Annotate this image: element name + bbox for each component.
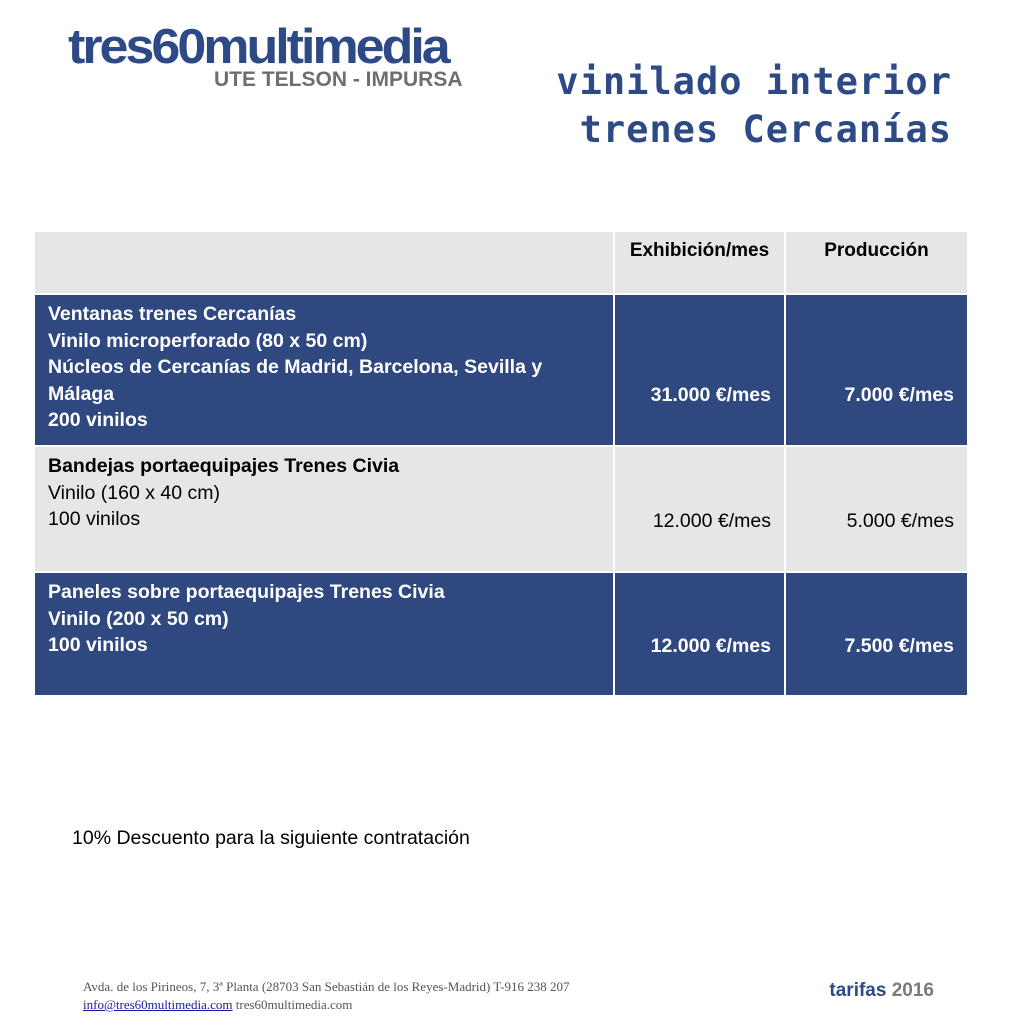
logo-subtitle: UTE TELSON - IMPURSA bbox=[214, 68, 463, 91]
description-line: Vinilo microperforado (80 x 50 cm) bbox=[48, 329, 368, 352]
table-row bbox=[35, 295, 967, 447]
tarifas-label bbox=[829, 980, 934, 1002]
produccion-price: 5.000 €/mes bbox=[786, 447, 967, 573]
produccion-price: 7.000 €/mes bbox=[786, 295, 967, 447]
table-header-row bbox=[35, 232, 967, 295]
title-line-2: trenes Cercanías bbox=[579, 108, 952, 151]
title-line-1: vinilado interior bbox=[556, 60, 952, 103]
tarifas-year: 2016 bbox=[891, 980, 934, 1001]
exhibicion-price: 12.000 €/mes bbox=[615, 447, 786, 573]
exhibicion-price: 31.000 €/mes bbox=[615, 295, 786, 447]
description-line: Málaga bbox=[48, 382, 115, 405]
website-text: tres60multimedia.com bbox=[235, 997, 353, 1012]
email-link[interactable]: info@tres60multimedia.com bbox=[83, 997, 233, 1012]
description-line: 100 vinilos bbox=[48, 508, 141, 530]
produccion-price: 7.500 €/mes bbox=[786, 573, 967, 697]
description-line: Vinilo (160 x 40 cm) bbox=[48, 481, 220, 504]
description-line: Bandejas portaequipajes Trenes Civia bbox=[48, 455, 400, 477]
description-line: Paneles sobre portaequipajes Trenes Civia bbox=[48, 581, 445, 603]
description-line: Ventanas trenes Cercanías bbox=[48, 303, 297, 325]
description-line: 100 vinilos bbox=[48, 634, 148, 656]
price-table bbox=[35, 232, 967, 697]
description-line: Vinilo (200 x 50 cm) bbox=[48, 607, 229, 630]
description-line: 200 vinilos bbox=[48, 409, 148, 431]
table-row bbox=[35, 447, 967, 573]
footer-links bbox=[83, 996, 569, 1014]
row-description bbox=[35, 447, 615, 573]
tarifas-text: tarifas bbox=[829, 980, 887, 1001]
row-description bbox=[35, 573, 615, 697]
header-exhibicion: Exhibición/mes bbox=[615, 232, 786, 295]
page-title bbox=[556, 58, 952, 154]
header-produccion: Producción bbox=[786, 232, 967, 295]
footer-address: Avda. de los Pirineos, 7, 3ª Planta (28703 San Sebastián de los Reyes-Madrid) T-916 238 207 bbox=[83, 979, 570, 994]
logo-wordmark: tres60multimedia bbox=[68, 19, 448, 75]
description-line: Núcleos de Cercanías de Madrid, Barcelona, Sevilla y bbox=[48, 356, 543, 378]
company-logo bbox=[68, 19, 488, 91]
footer-contact bbox=[83, 978, 569, 1014]
header-cell-empty bbox=[35, 232, 615, 295]
exhibicion-price: 12.000 €/mes bbox=[615, 573, 786, 697]
row-description bbox=[35, 295, 615, 447]
table-row bbox=[35, 573, 967, 697]
discount-note: 10% Descuento para la siguiente contratación bbox=[72, 827, 470, 849]
